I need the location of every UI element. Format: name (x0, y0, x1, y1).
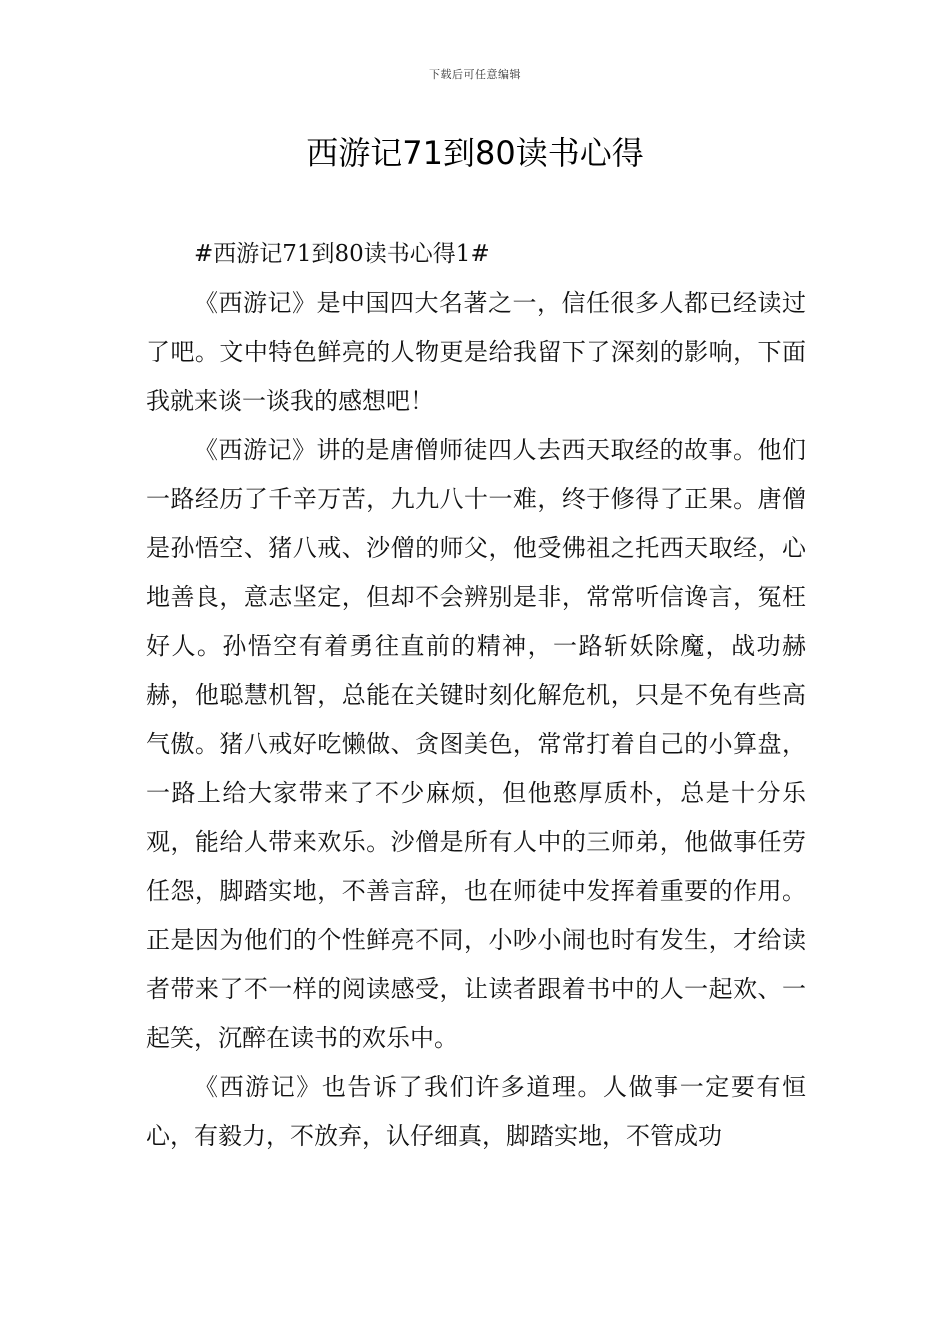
paragraph-characters: 《西游记》讲的是唐僧师徒四人去西天取经的故事。他们一路经历了千辛万苦，九九八十一难，终于修得了正果。唐僧是孙悟空、猪八戒、沙僧的师父，他受佛祖之托西天取经，心地善良，意志坚定，但却不会辨别是非，常常听信谗言，冤枉好人。孙悟空有着勇往直前的精神，一路斩妖除魔，战功赫赫，他聪慧机智，总能在关键时刻化解危机，只是不免有些高气傲。猪八戒好吃懒做、贪图美色，常常打着自己的小算盘，一路上给大家带来了不少麻烦，但他憨厚质朴，总是十分乐观，能给人带来欢乐。沙僧是所有人中的三师弟，他做事任劳任怨，脚踏实地，不善言辞，也在师徒中发挥着重要的作用。正是因为他们的个性鲜亮不同，小吵小闹也时有发生，才给读者带来了不一样的阅读感受，让读者跟着书中的人一起欢、一起笑，沉醉在读书的欢乐中。 (146, 436, 806, 1052)
section-heading: #西游记71到80读书心得1# (194, 241, 490, 267)
paragraph-intro: 《西游记》是中国四大名著之一，信任很多人都已经读过了吧。文中特色鲜亮的人物更是给我留下了深刻的影响，下面我就来谈一谈我的感想吧！ (146, 289, 806, 415)
paragraph-lessons: 《西游记》也告诉了我们许多道理。人做事一定要有恒心，有毅力，不放弃，认仔细真，脚踏实地，不管成功 (146, 1073, 806, 1150)
header-note: 下载后可任意编辑 (429, 68, 521, 81)
document-body (146, 230, 806, 1161)
page-title: 西游记71到80读书心得 (306, 134, 644, 172)
